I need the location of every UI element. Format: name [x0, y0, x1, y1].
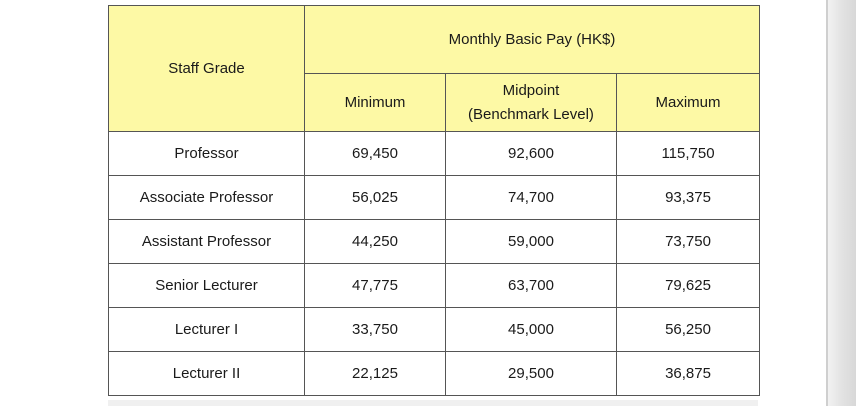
cell-midpoint: 59,000 [446, 220, 617, 264]
cell-maximum: 93,375 [617, 176, 760, 220]
cell-grade: Assistant Professor [109, 220, 305, 264]
cell-grade: Professor [109, 132, 305, 176]
header-maximum: Maximum [617, 74, 760, 132]
page-bottom-edge [108, 400, 758, 406]
header-minimum: Minimum [305, 74, 446, 132]
table-row [109, 132, 760, 176]
cell-maximum: 79,625 [617, 264, 760, 308]
cell-minimum: 33,750 [305, 308, 446, 352]
cell-minimum: 47,775 [305, 264, 446, 308]
table-row [109, 352, 760, 396]
header-midpoint-line2: (Benchmark Level) [468, 105, 594, 123]
cell-minimum: 56,025 [305, 176, 446, 220]
cell-minimum: 22,125 [305, 352, 446, 396]
cell-maximum: 56,250 [617, 308, 760, 352]
cell-grade: Lecturer I [109, 308, 305, 352]
header-midpoint-line1: Midpoint [502, 81, 560, 99]
cell-grade: Lecturer II [109, 352, 305, 396]
cell-minimum: 69,450 [305, 132, 446, 176]
header-monthly-basic-pay: Monthly Basic Pay (HK$) [305, 6, 760, 74]
page-edge-shadow [826, 0, 856, 406]
cell-midpoint: 92,600 [446, 132, 617, 176]
salary-table [108, 5, 760, 396]
table-row [109, 308, 760, 352]
cell-midpoint: 74,700 [446, 176, 617, 220]
table-row [109, 220, 760, 264]
cell-grade: Senior Lecturer [109, 264, 305, 308]
cell-midpoint: 45,000 [446, 308, 617, 352]
cell-grade: Associate Professor [109, 176, 305, 220]
cell-maximum: 36,875 [617, 352, 760, 396]
header-midpoint [446, 74, 617, 132]
cell-maximum: 115,750 [617, 132, 760, 176]
header-staff-grade: Staff Grade [109, 6, 305, 132]
cell-midpoint: 63,700 [446, 264, 617, 308]
table-row [109, 264, 760, 308]
cell-minimum: 44,250 [305, 220, 446, 264]
cell-midpoint: 29,500 [446, 352, 617, 396]
table-row [109, 176, 760, 220]
cell-maximum: 73,750 [617, 220, 760, 264]
